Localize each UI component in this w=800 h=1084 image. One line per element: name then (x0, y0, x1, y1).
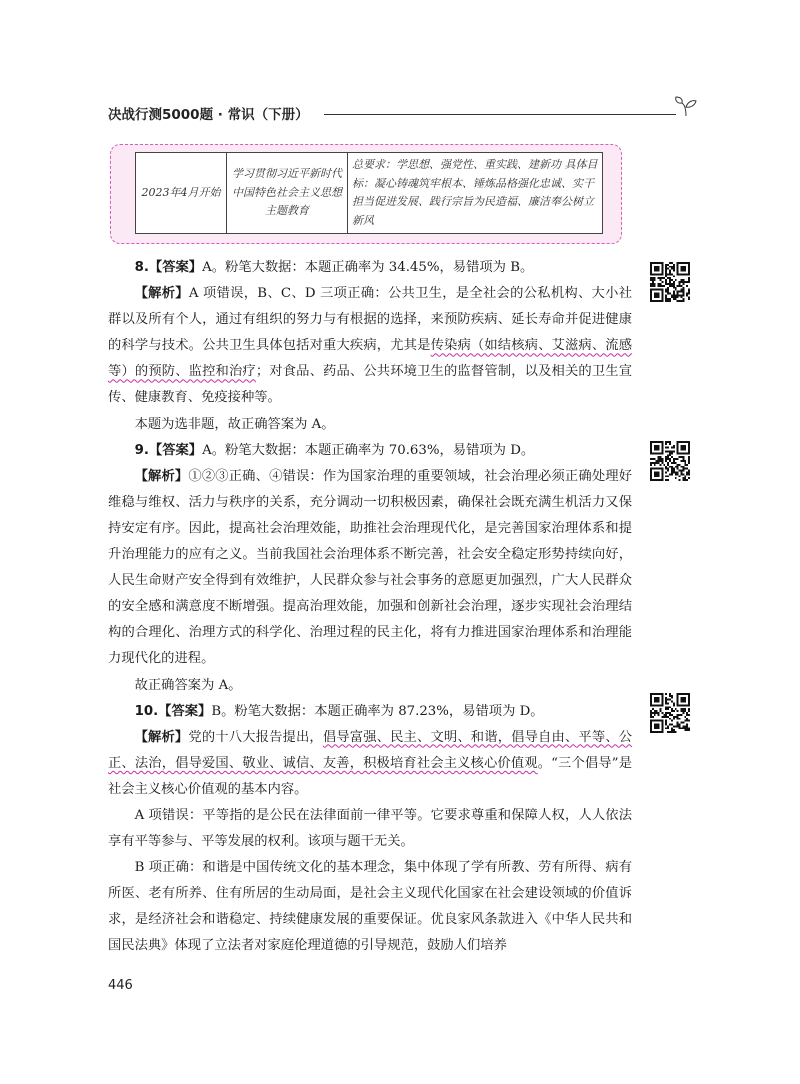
theme-education-table (135, 152, 603, 234)
q8-conclusion: 本题为选非题，故正确答案为 A。 (134, 416, 335, 432)
q10-option-a: A 项错误：平等指的是公民在法律面前一律平等。它要求尊重和保障人权，人人依法享有平等参与、平等发展的权利。该项与题干无关。 (108, 807, 632, 850)
q10-analysis-highlight: 倡导富强、民主、文明、和谐，倡导自由、平等、公正、法治，倡导爱国、敬业、诚信、友善，积极培育社会主义核心价值观 (108, 729, 633, 771)
table-cell-theme: 学习贯彻习近平新时代中国特色社会主义思想主题教育 (227, 153, 348, 234)
q8-analysis-highlight: 传染病（如结核病、艾滋病、流感等）的预防、监控和治疗 (108, 338, 633, 380)
q10-answer-text: B。粉笔大数据：本题正确率为 87.23%，易错项为 D。 (211, 703, 544, 719)
page-number: 446 (108, 978, 133, 993)
q9-answer (108, 438, 632, 464)
q10-answer (108, 699, 632, 725)
q8-qr-code-icon[interactable] (650, 262, 690, 302)
table-cell-date: 2023年4月开始 (136, 153, 227, 234)
answer-explanations (108, 255, 632, 960)
table-row (136, 153, 603, 234)
q9-answer-label: 9.【答案】 (134, 442, 203, 458)
q8-answer-label: 8.【答案】 (134, 260, 203, 275)
sprout-icon (674, 95, 698, 117)
q10-analysis-text: 党的十八大报告提出， (188, 729, 323, 745)
q9-analysis-label: 【解析】 (134, 468, 189, 484)
q8-answer (108, 255, 632, 281)
q9-conclusion: 故正确答案为 A。 (134, 677, 242, 693)
q8-analysis (108, 281, 632, 411)
q8-analysis-label: 【解析】 (134, 286, 189, 302)
q10-analysis-label: 【解析】 (134, 729, 189, 745)
q9-answer-text: A。粉笔大数据：本题正确率为 70.63%，易错项为 D。 (202, 442, 535, 458)
running-header (108, 103, 698, 125)
q8-analysis-tail: ；对食品、药品、公共环境卫生的监督管制，以及相关的卫生宣传、健康教育、免疫接种等。 (108, 364, 633, 406)
q10-analysis (108, 725, 632, 803)
book-title: 决战行测5000题 · 常识（下册） (108, 107, 309, 123)
q10-option-b: B 项正确：和谐是中国传统文化的基本理念，集中体现了学有所教、劳有所得、病有所医、老有所养、住有所居的生动局面，是社会主义现代化国家在社会建设领域的价值诉求，是经济社会和谐稳定、持续健康发展的重要保证。优良家风条款进入《中华人民共和国民法典》体现了立法者对家庭伦理道德的引导规范，鼓励人们培养 (108, 860, 632, 954)
q10-qr-code-icon[interactable] (650, 693, 690, 733)
q9-analysis-text: ①②③正确、④错误：作为国家治理的重要领域，社会治理必须正确处理好维稳与维权、活力与秩序的关系，充分调动一切积极因素，确保社会既充满生机活力又保持安定有序。因此，提高社会治理效能，助推社会治理现代化，是完善国家治理体系和提升治理能力的应有之义。当前我国社会治理体系不断完善，社会安全稳定形势持续向好，人民生命财产安全得到有效维护，人民群众参与社会事务的意愿更加强烈，广大人民群众的安全感和满意度不断增强。提高治理效能，加强和创新社会治理，逐步实现社会治理结构的合理化、治理方式的科学化、治理过程的民主化，将有力推进国家治理体系和治理能力现代化的进程。 (108, 468, 633, 667)
header-rule (324, 114, 676, 115)
q9-analysis (108, 464, 632, 673)
q10-answer-label: 10.【答案】 (134, 703, 212, 719)
table-cell-details: 总要求：学思想、强党性、重实践、建新功 具体目标：凝心铸魂筑牢根本、锤炼品格强化忠诚、实干担当促进发展、践行宗旨为民造福、廉洁奉公树立新风 (348, 153, 603, 234)
q10-analysis-tail: 。“三个倡导”是社会主义核心价值观的基本内容。 (108, 755, 632, 797)
q8-analysis-text: A 项错误，B、C、D 三项正确：公共卫生，是全社会的公私机构、大小社群以及所有个人，通过有组织的努力与有根据的选择，来预防疾病、延长寿命并促进健康的科学与技术。公共卫生具体包括对重大疾病，尤其是 (108, 286, 632, 354)
q8-answer-text: A。粉笔大数据：本题正确率为 34.45%，易错项为 B。 (202, 260, 534, 275)
q9-qr-code-icon[interactable] (650, 441, 690, 481)
